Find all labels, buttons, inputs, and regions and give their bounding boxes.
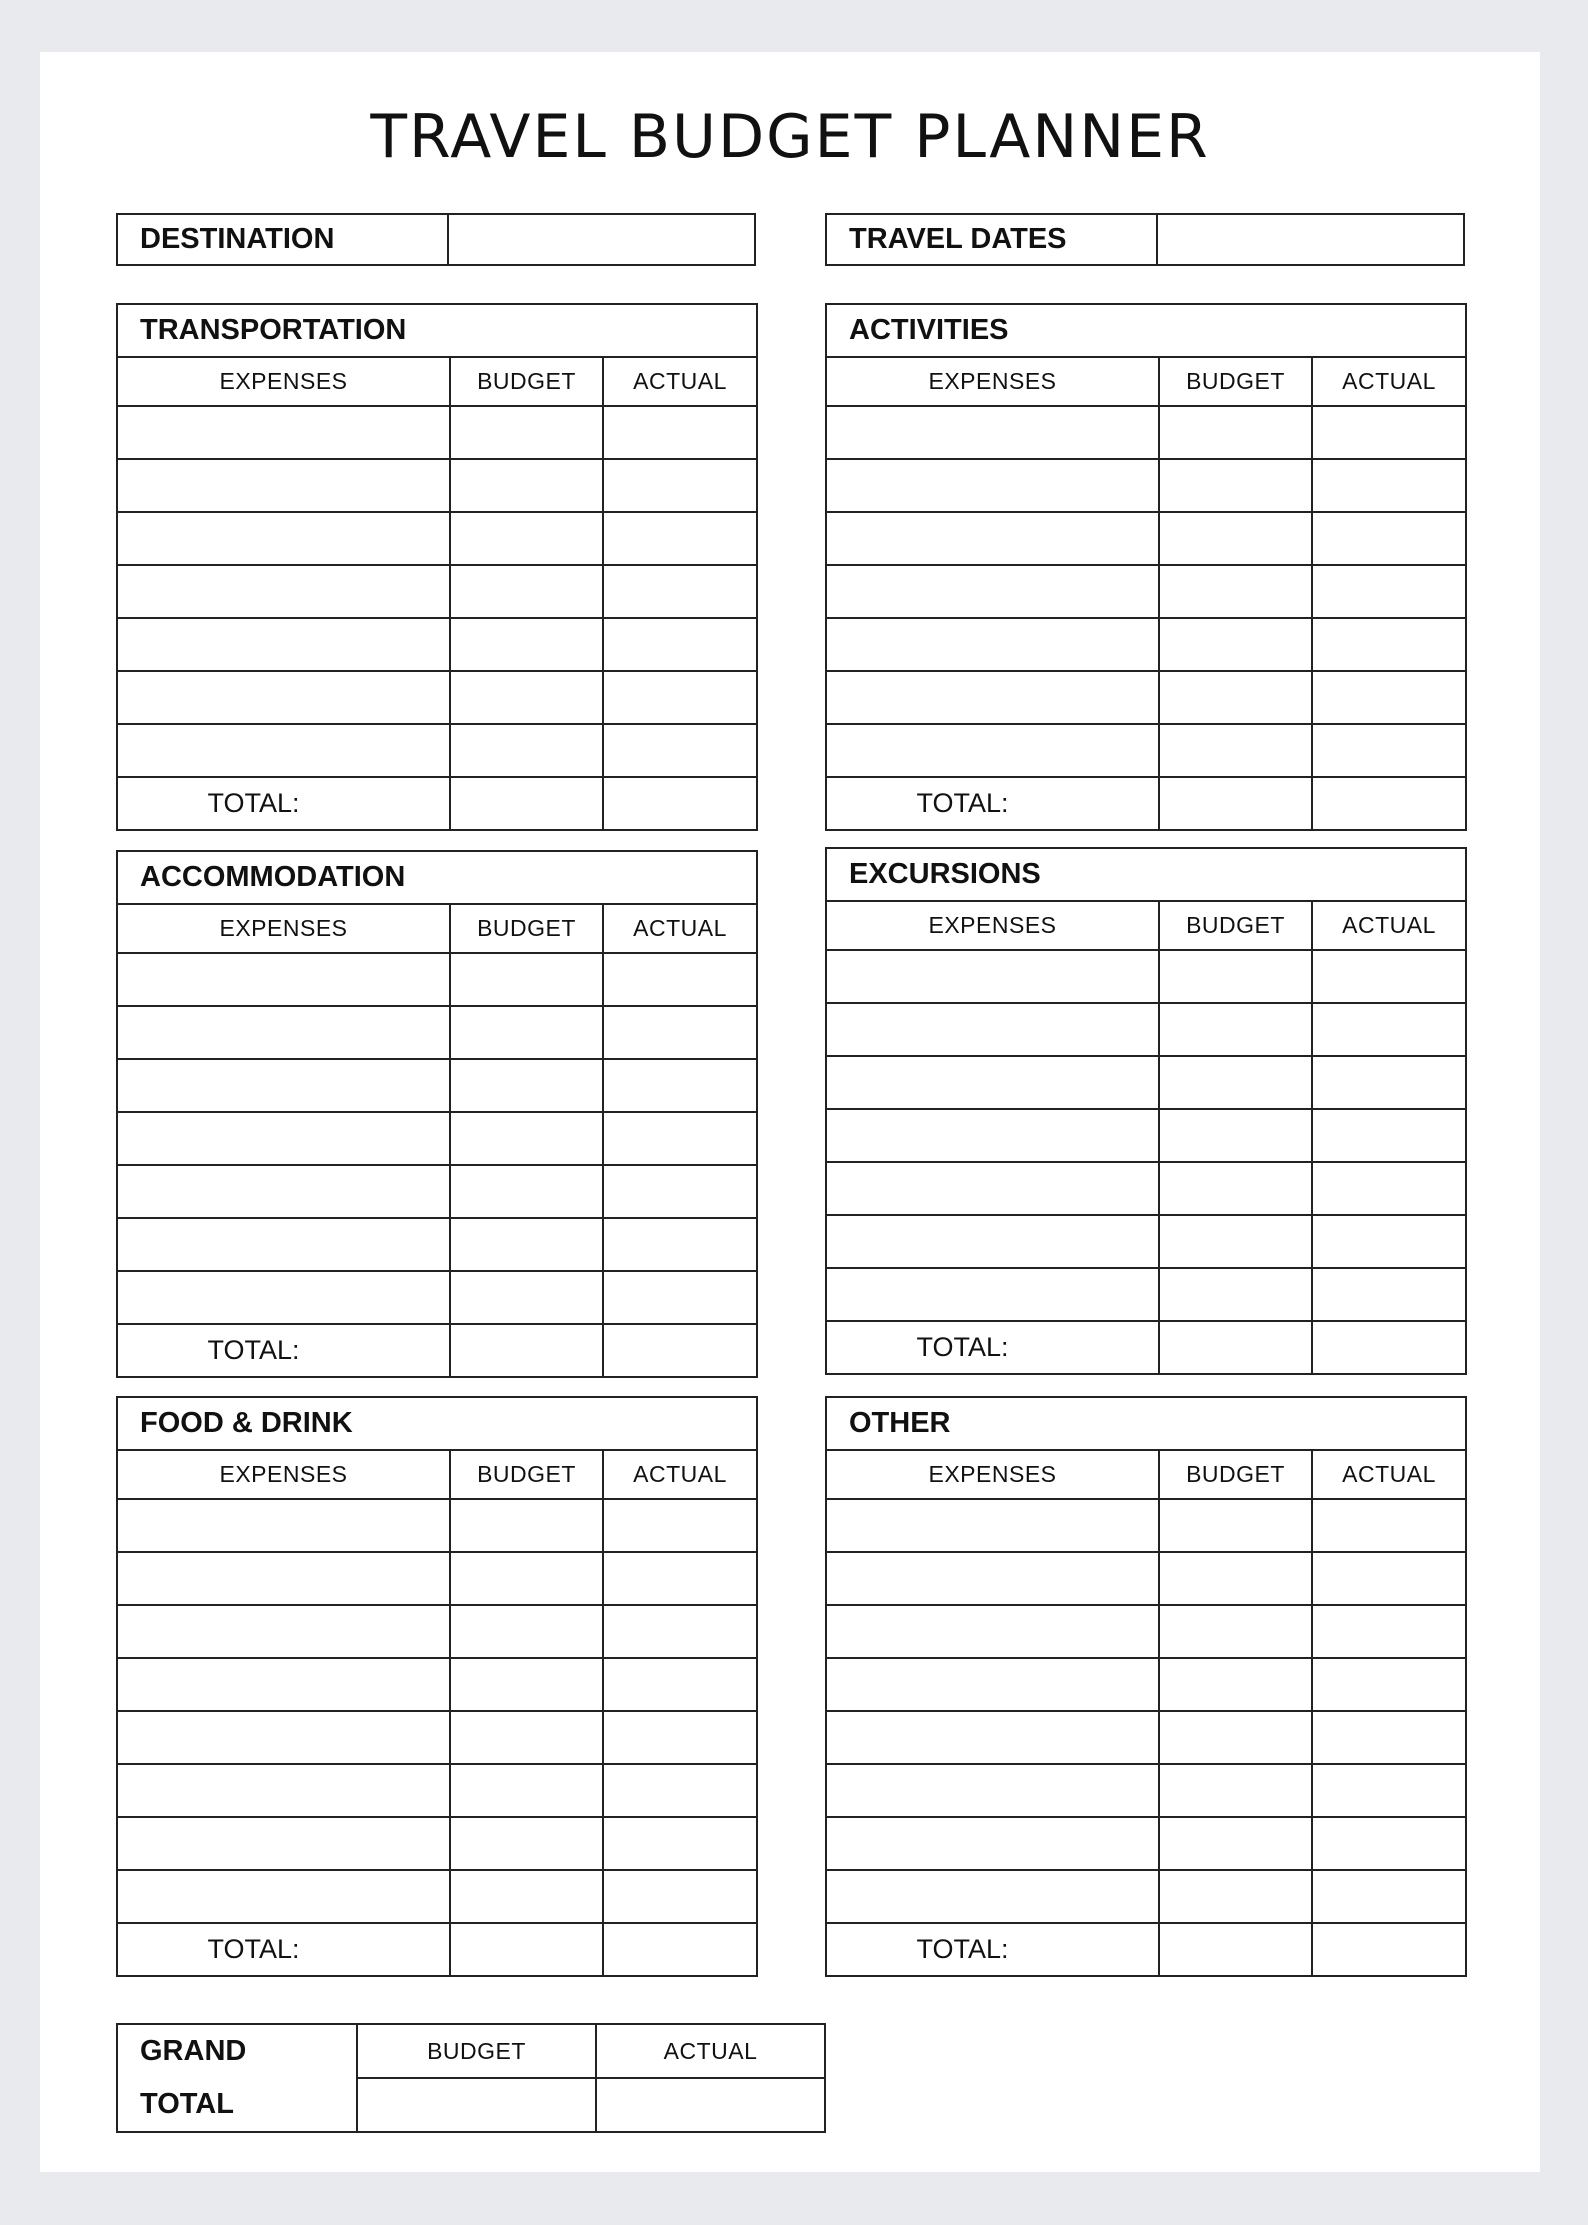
actual-cell[interactable] xyxy=(603,512,757,565)
actual-total-cell[interactable] xyxy=(1312,1321,1466,1374)
expense-cell[interactable] xyxy=(826,1056,1159,1109)
table-row xyxy=(826,950,1466,1003)
table-row xyxy=(117,953,757,1006)
grand-total-actual-cell[interactable] xyxy=(596,2078,825,2132)
expense-cell[interactable] xyxy=(117,1658,450,1711)
actual-cell[interactable] xyxy=(603,953,757,1006)
expense-cell[interactable] xyxy=(117,1711,450,1764)
grand-total-table xyxy=(116,2023,826,2133)
budget-cell[interactable] xyxy=(450,1059,603,1112)
budget-cell[interactable] xyxy=(1159,459,1312,512)
actual-cell[interactable] xyxy=(1312,618,1466,671)
budget-cell[interactable] xyxy=(1159,1268,1312,1321)
budget-cell[interactable] xyxy=(450,1552,603,1605)
expense-cell[interactable] xyxy=(826,1658,1159,1711)
budget-cell[interactable] xyxy=(450,565,603,618)
expense-cell[interactable] xyxy=(826,459,1159,512)
actual-cell[interactable] xyxy=(1312,950,1466,1003)
actual-cell[interactable] xyxy=(603,1271,757,1324)
table-row xyxy=(117,618,757,671)
actual-cell[interactable] xyxy=(1312,406,1466,459)
total-row xyxy=(117,777,757,830)
budget-cell[interactable] xyxy=(1159,1215,1312,1268)
total-label: TOTAL: xyxy=(117,1923,450,1976)
actual-cell[interactable] xyxy=(1312,1162,1466,1215)
budget-cell[interactable] xyxy=(1159,1817,1312,1870)
budget-cell[interactable] xyxy=(1159,618,1312,671)
actual-cell[interactable] xyxy=(1312,1817,1466,1870)
planner-sheet xyxy=(40,52,1540,2172)
table-row xyxy=(117,1711,757,1764)
table-row xyxy=(826,1817,1466,1870)
table-row xyxy=(826,565,1466,618)
table-row xyxy=(117,459,757,512)
expense-cell[interactable] xyxy=(826,1711,1159,1764)
table-row xyxy=(826,618,1466,671)
destination-label: DESTINATION xyxy=(118,215,449,264)
budget-cell[interactable] xyxy=(1159,671,1312,724)
budget-total-cell[interactable] xyxy=(450,777,603,830)
budget-total-cell[interactable] xyxy=(1159,777,1312,830)
table-row xyxy=(117,512,757,565)
table-row xyxy=(117,1218,757,1271)
expenses-column-header: EXPENSES xyxy=(117,1450,450,1499)
budget-cell[interactable] xyxy=(450,1006,603,1059)
budget-cell[interactable] xyxy=(1159,1162,1312,1215)
expense-cell[interactable] xyxy=(826,1109,1159,1162)
expense-cell[interactable] xyxy=(117,1006,450,1059)
expense-cell[interactable] xyxy=(826,1499,1159,1552)
actual-column-header: ACTUAL xyxy=(1312,1450,1466,1499)
table-row xyxy=(826,1764,1466,1817)
actual-cell[interactable] xyxy=(1312,1215,1466,1268)
budget-cell[interactable] xyxy=(450,1870,603,1923)
actual-cell[interactable] xyxy=(603,565,757,618)
total-label: TOTAL: xyxy=(826,777,1159,830)
expense-cell[interactable] xyxy=(826,724,1159,777)
total-row xyxy=(826,1321,1466,1374)
actual-cell[interactable] xyxy=(603,1605,757,1658)
actual-cell[interactable] xyxy=(1312,671,1466,724)
table-row xyxy=(826,724,1466,777)
budget-cell[interactable] xyxy=(1159,1605,1312,1658)
budget-total-cell[interactable] xyxy=(1159,1321,1312,1374)
expense-cell[interactable] xyxy=(826,512,1159,565)
actual-cell[interactable] xyxy=(1312,1109,1466,1162)
table-row xyxy=(826,406,1466,459)
expense-cell[interactable] xyxy=(117,724,450,777)
actual-total-cell[interactable] xyxy=(1312,1923,1466,1976)
actual-total-cell[interactable] xyxy=(1312,777,1466,830)
table-row xyxy=(826,1215,1466,1268)
table-row xyxy=(826,1499,1466,1552)
table-row xyxy=(826,1552,1466,1605)
total-row xyxy=(117,1324,757,1377)
actual-cell[interactable] xyxy=(1312,1499,1466,1552)
accommodation-table xyxy=(116,850,758,1378)
budget-cell[interactable] xyxy=(450,1112,603,1165)
table-row xyxy=(826,1162,1466,1215)
actual-cell[interactable] xyxy=(603,1711,757,1764)
actual-total-cell[interactable] xyxy=(603,1923,757,1976)
actual-cell[interactable] xyxy=(1312,724,1466,777)
budget-column-header: BUDGET xyxy=(1159,357,1312,406)
table-row xyxy=(826,512,1466,565)
destination-input[interactable] xyxy=(449,215,754,264)
expenses-column-header: EXPENSES xyxy=(826,357,1159,406)
expense-cell[interactable] xyxy=(117,953,450,1006)
excursions-table xyxy=(825,847,1467,1375)
budget-column-header: BUDGET xyxy=(1159,1450,1312,1499)
table-row xyxy=(826,1056,1466,1109)
budget-total-cell[interactable] xyxy=(450,1324,603,1377)
table-row xyxy=(826,671,1466,724)
budget-cell[interactable] xyxy=(1159,950,1312,1003)
expense-cell[interactable] xyxy=(826,565,1159,618)
table-row xyxy=(117,1552,757,1605)
budget-cell[interactable] xyxy=(450,512,603,565)
budget-cell[interactable] xyxy=(1159,1003,1312,1056)
total-label: TOTAL: xyxy=(826,1321,1159,1374)
travel-dates-input[interactable] xyxy=(1158,215,1463,264)
section-title: FOOD & DRINK xyxy=(117,1397,757,1450)
travel-dates-label: TRAVEL DATES xyxy=(827,215,1158,264)
actual-cell[interactable] xyxy=(603,1658,757,1711)
activities-table xyxy=(825,303,1467,831)
budget-cell[interactable] xyxy=(450,406,603,459)
grand-total-actual-header: ACTUAL xyxy=(596,2024,825,2078)
actual-cell[interactable] xyxy=(603,1764,757,1817)
budget-cell[interactable] xyxy=(1159,1658,1312,1711)
table-row xyxy=(117,1605,757,1658)
budget-cell[interactable] xyxy=(450,1764,603,1817)
budget-cell[interactable] xyxy=(450,1271,603,1324)
actual-cell[interactable] xyxy=(603,724,757,777)
expense-cell[interactable] xyxy=(826,406,1159,459)
table-row xyxy=(117,1870,757,1923)
table-row xyxy=(826,1870,1466,1923)
budget-cell[interactable] xyxy=(450,618,603,671)
budget-cell[interactable] xyxy=(1159,565,1312,618)
actual-cell[interactable] xyxy=(603,1870,757,1923)
budget-cell[interactable] xyxy=(450,459,603,512)
table-row xyxy=(117,565,757,618)
total-label: TOTAL: xyxy=(826,1923,1159,1976)
table-row xyxy=(826,459,1466,512)
expense-cell[interactable] xyxy=(826,1268,1159,1321)
total-row xyxy=(826,1923,1466,1976)
actual-cell[interactable] xyxy=(1312,1003,1466,1056)
budget-column-header: BUDGET xyxy=(450,357,603,406)
expense-cell[interactable] xyxy=(826,1605,1159,1658)
table-row xyxy=(117,1059,757,1112)
other-table xyxy=(825,1396,1467,1977)
table-row xyxy=(117,1112,757,1165)
table-row xyxy=(117,1165,757,1218)
actual-cell[interactable] xyxy=(1312,459,1466,512)
actual-cell[interactable] xyxy=(1312,1268,1466,1321)
expense-cell[interactable] xyxy=(826,1552,1159,1605)
table-row xyxy=(117,1658,757,1711)
table-row xyxy=(826,1605,1466,1658)
budget-total-cell[interactable] xyxy=(450,1923,603,1976)
actual-column-header: ACTUAL xyxy=(603,357,757,406)
budget-cell[interactable] xyxy=(1159,1499,1312,1552)
table-row xyxy=(117,1764,757,1817)
expense-cell[interactable] xyxy=(117,671,450,724)
budget-cell[interactable] xyxy=(450,1499,603,1552)
actual-cell[interactable] xyxy=(603,1552,757,1605)
actual-column-header: ACTUAL xyxy=(1312,357,1466,406)
expense-cell[interactable] xyxy=(826,1003,1159,1056)
actual-cell[interactable] xyxy=(603,1218,757,1271)
expense-cell[interactable] xyxy=(117,1552,450,1605)
expenses-column-header: EXPENSES xyxy=(117,904,450,953)
table-row xyxy=(826,1658,1466,1711)
actual-cell[interactable] xyxy=(1312,1605,1466,1658)
budget-cell[interactable] xyxy=(450,1817,603,1870)
budget-cell[interactable] xyxy=(450,1165,603,1218)
expense-cell[interactable] xyxy=(117,1870,450,1923)
budget-cell[interactable] xyxy=(450,1711,603,1764)
budget-cell[interactable] xyxy=(1159,406,1312,459)
budget-cell[interactable] xyxy=(1159,1056,1312,1109)
budget-total-cell[interactable] xyxy=(1159,1923,1312,1976)
expense-cell[interactable] xyxy=(117,1499,450,1552)
expense-cell[interactable] xyxy=(117,1059,450,1112)
table-row xyxy=(117,1499,757,1552)
table-row xyxy=(117,1006,757,1059)
section-title: OTHER xyxy=(826,1397,1466,1450)
actual-cell[interactable] xyxy=(603,1059,757,1112)
actual-cell[interactable] xyxy=(603,406,757,459)
budget-cell[interactable] xyxy=(1159,512,1312,565)
expense-cell[interactable] xyxy=(826,671,1159,724)
section-title: TRANSPORTATION xyxy=(117,304,757,357)
table-row xyxy=(117,1271,757,1324)
section-title: ACCOMMODATION xyxy=(117,851,757,904)
grand-total-budget-header: BUDGET xyxy=(357,2024,596,2078)
table-row xyxy=(826,1003,1466,1056)
expense-cell[interactable] xyxy=(117,1112,450,1165)
actual-cell[interactable] xyxy=(1312,1552,1466,1605)
expense-cell[interactable] xyxy=(117,1165,450,1218)
actual-cell[interactable] xyxy=(1312,1764,1466,1817)
budget-cell[interactable] xyxy=(1159,1552,1312,1605)
grand-total-label xyxy=(117,2024,357,2132)
table-row xyxy=(117,724,757,777)
actual-total-cell[interactable] xyxy=(603,1324,757,1377)
grand-total-budget-cell[interactable] xyxy=(357,2078,596,2132)
budget-cell[interactable] xyxy=(450,953,603,1006)
travel-dates-field xyxy=(825,213,1465,266)
actual-cell[interactable] xyxy=(603,1817,757,1870)
table-row xyxy=(826,1268,1466,1321)
expense-cell[interactable] xyxy=(826,1215,1159,1268)
budget-cell[interactable] xyxy=(450,671,603,724)
budget-cell[interactable] xyxy=(450,1605,603,1658)
page-title: TRAVEL BUDGET PLANNER xyxy=(370,102,1210,172)
actual-cell[interactable] xyxy=(603,671,757,724)
actual-total-cell[interactable] xyxy=(603,777,757,830)
destination-field xyxy=(116,213,756,266)
transportation-table xyxy=(116,303,758,831)
actual-cell[interactable] xyxy=(603,459,757,512)
actual-cell[interactable] xyxy=(1312,1711,1466,1764)
table-row xyxy=(826,1109,1466,1162)
expense-cell[interactable] xyxy=(117,406,450,459)
expense-cell[interactable] xyxy=(117,459,450,512)
expense-cell[interactable] xyxy=(826,1817,1159,1870)
food-drink-table xyxy=(116,1396,758,1977)
budget-cell[interactable] xyxy=(1159,1711,1312,1764)
section-title: EXCURSIONS xyxy=(826,848,1466,901)
expense-cell[interactable] xyxy=(826,618,1159,671)
actual-cell[interactable] xyxy=(603,618,757,671)
expense-cell[interactable] xyxy=(117,512,450,565)
table-row xyxy=(117,406,757,459)
actual-column-header: ACTUAL xyxy=(1312,901,1466,950)
budget-cell[interactable] xyxy=(1159,1109,1312,1162)
actual-cell[interactable] xyxy=(1312,565,1466,618)
expense-cell[interactable] xyxy=(117,1271,450,1324)
section-title: ACTIVITIES xyxy=(826,304,1466,357)
expense-cell[interactable] xyxy=(826,1764,1159,1817)
budget-column-header: BUDGET xyxy=(450,904,603,953)
expense-cell[interactable] xyxy=(117,618,450,671)
budget-cell[interactable] xyxy=(1159,1870,1312,1923)
actual-cell[interactable] xyxy=(603,1165,757,1218)
budget-cell[interactable] xyxy=(450,724,603,777)
budget-cell[interactable] xyxy=(1159,724,1312,777)
budget-cell[interactable] xyxy=(450,1658,603,1711)
table-row xyxy=(117,671,757,724)
grand-total-line2: TOTAL xyxy=(140,2088,234,2120)
expense-cell[interactable] xyxy=(826,1162,1159,1215)
expense-cell[interactable] xyxy=(117,1764,450,1817)
actual-cell[interactable] xyxy=(1312,1658,1466,1711)
table-row xyxy=(826,1711,1466,1764)
actual-cell[interactable] xyxy=(1312,512,1466,565)
expenses-column-header: EXPENSES xyxy=(826,1450,1159,1499)
expenses-column-header: EXPENSES xyxy=(117,357,450,406)
expense-cell[interactable] xyxy=(117,1218,450,1271)
total-row xyxy=(117,1923,757,1976)
expense-cell[interactable] xyxy=(117,565,450,618)
expense-cell[interactable] xyxy=(117,1605,450,1658)
budget-cell[interactable] xyxy=(450,1218,603,1271)
budget-column-header: BUDGET xyxy=(1159,901,1312,950)
budget-column-header: BUDGET xyxy=(450,1450,603,1499)
actual-cell[interactable] xyxy=(1312,1056,1466,1109)
expenses-column-header: EXPENSES xyxy=(826,901,1159,950)
actual-cell[interactable] xyxy=(603,1112,757,1165)
expense-cell[interactable] xyxy=(826,1870,1159,1923)
total-label: TOTAL: xyxy=(117,1324,450,1377)
total-label: TOTAL: xyxy=(117,777,450,830)
expense-cell[interactable] xyxy=(826,950,1159,1003)
budget-cell[interactable] xyxy=(1159,1764,1312,1817)
actual-column-header: ACTUAL xyxy=(603,904,757,953)
table-row xyxy=(117,1817,757,1870)
actual-cell[interactable] xyxy=(603,1006,757,1059)
grand-total-line1: GRAND xyxy=(140,2035,247,2067)
total-row xyxy=(826,777,1466,830)
expense-cell[interactable] xyxy=(117,1817,450,1870)
actual-cell[interactable] xyxy=(603,1499,757,1552)
actual-column-header: ACTUAL xyxy=(603,1450,757,1499)
actual-cell[interactable] xyxy=(1312,1870,1466,1923)
